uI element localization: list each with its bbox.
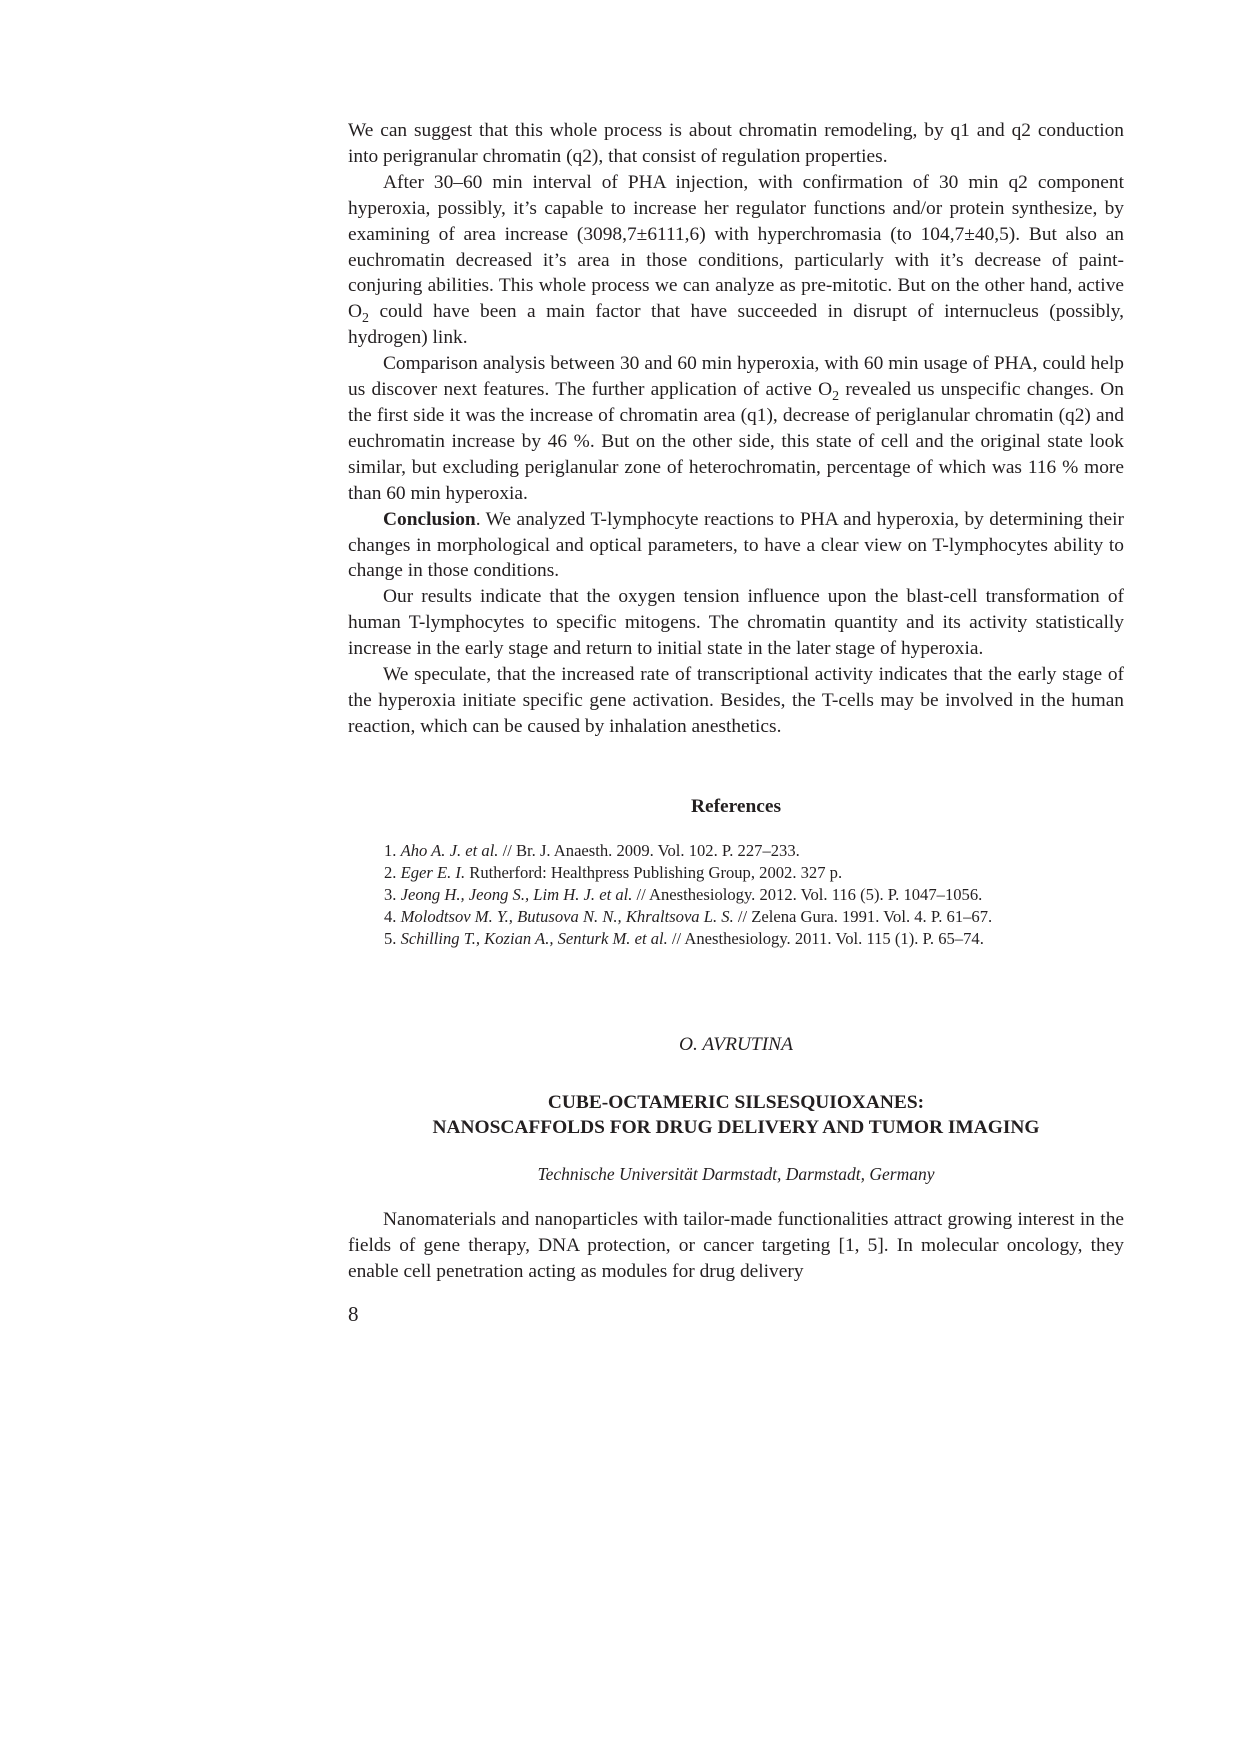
- reference-authors: Molodtsov M. Y., Butusova N. N., Khraltsova L. S.: [400, 907, 734, 926]
- next-article-header: [348, 1032, 1124, 1186]
- paragraph-nanomaterials: Nanomaterials and nanoparticles with tailor-made functionalities attract growing interest in the fields of gene therapy, DNA protection, or cancer targeting [1, 5]. In molecular oncology, they enable cell penetration acting as modules for drug delivery: [348, 1209, 1124, 1282]
- paragraph-results: Our results indicate that the oxygen tension influence upon the blast-cell transformation of human T-lymphocytes to specific mitogens. The chromatin quantity and its activity statistically increase in the early stage and return to initial state in the later stage of hyperoxia.: [348, 586, 1124, 660]
- conclusion-label: Conclusion: [383, 508, 476, 530]
- reference-source: Rutherford: Healthpress Publishing Group, 2002. 327 p.: [465, 863, 843, 882]
- reference-list: [348, 840, 1124, 950]
- paragraph-conclusion: [348, 507, 1124, 585]
- page-number: 8: [348, 1302, 359, 1326]
- reference-source: // Anesthesiology. 2012. Vol. 116 (5). P. 1047–1056.: [632, 885, 983, 904]
- reference-item: [384, 840, 1124, 862]
- reference-authors: Jeong H., Jeong S., Lim H. J. et al.: [400, 885, 633, 904]
- reference-source: // Zelena Gura. 1991. Vol. 4. P. 61–67.: [733, 907, 993, 926]
- reference-authors: Eger E. I.: [400, 863, 466, 882]
- subscript-2: 2: [832, 388, 840, 404]
- reference-number: 5.: [384, 929, 401, 948]
- reference-authors: Schilling T., Kozian A., Senturk M. et al.: [400, 929, 668, 948]
- reference-number: 3.: [384, 885, 401, 904]
- reference-number: 2.: [384, 863, 401, 882]
- paragraph-pha-interval-text: After 30–60 min interval of PHA injection, with confirmation of 30 min q2 component hyperoxia, possibly, it’s capable to increase her regulator functions and/or protein synthesize, by examining of area increase (3098,7±6111,6) with hyperchromasia (to 104,7±40,5). But also an euchromatin decreased it’s area in those conditions, particularly with it’s decrease of paint-conjuring abilities. This whole process we can analyze as pre-mitotic. But on the other hand, active O: [348, 171, 1124, 323]
- reference-item: [384, 928, 1124, 950]
- conclusion-text: . We analyzed T-lymphocyte reactions to PHA and hyperoxia, by determining their changes in morphological and optical parameters, to have a clear view on T-lymphocytes ability to change in those conditions.: [348, 508, 1124, 582]
- paragraph-speculation: We speculate, that the increased rate of transcriptional activity indicates that the early stage of the hyperoxia initiate specific gene activation. Besides, the T-cells may be involved in the human reaction, which can be caused by inhalation anesthetics.: [348, 664, 1124, 737]
- reference-item: [384, 862, 1124, 884]
- paragraph-comparison-text-end: revealed us unspecific changes. On the first side it was the increase of chromatin area (q1), decrease of periglanular chromatin (q2) and euchromatin increase by 46 %. But on the other side, this state of cell and the original state look similar, but excluding periglanular zone of heterochromatin, percentage of which was 116 % more than 60 min hyperoxia.: [348, 379, 1124, 504]
- paragraph-comparison-text: Comparison analysis between 30 and 60 min hyperoxia, with 60 min usage of PHA, could help us discover next features. The further application of active O: [348, 353, 1124, 401]
- article-affiliation: Technische Universität Darmstadt, Darmstadt, Germany: [537, 1164, 935, 1184]
- paragraph-chromatin-remodeling: We can suggest that this whole process is about chromatin remodeling, by q1 and q2 conduction into perigranular chromatin (q2), that consist of regulation properties.: [348, 120, 1124, 167]
- main-text-block: [348, 118, 1124, 740]
- article-author: O. AVRUTINA: [679, 1034, 793, 1055]
- reference-source: // Br. J. Anaesth. 2009. Vol. 102. P. 227–233.: [498, 841, 800, 860]
- subscript-2: 2: [362, 311, 369, 327]
- paragraph-comparison-analysis: [348, 351, 1124, 506]
- reference-number: 1.: [384, 841, 401, 860]
- references-section: [348, 794, 1124, 950]
- reference-source: // Anesthesiology. 2011. Vol. 115 (1). P. 65–74.: [667, 929, 984, 948]
- paragraph-pha-interval: [348, 170, 1124, 351]
- references-heading: References: [690, 796, 782, 817]
- reference-item: [384, 884, 1124, 906]
- reference-authors: Aho A. J. et al.: [400, 841, 499, 860]
- article-title-line-2: NANOSCAFFOLDS FOR DRUG DELIVERY AND TUMOR IMAGING: [432, 1117, 1040, 1138]
- article-title-line-1: CUBE-OCTAMERIC SILSESQUIOXANES:: [547, 1092, 925, 1113]
- reference-number: 4.: [384, 907, 401, 926]
- article-intro-block: [348, 1207, 1124, 1285]
- reference-item: [384, 906, 1124, 928]
- paragraph-pha-interval-text-end: could have been a main factor that have succeeded in disrupt of internucleus (possibly, hydrogen) link.: [348, 301, 1124, 349]
